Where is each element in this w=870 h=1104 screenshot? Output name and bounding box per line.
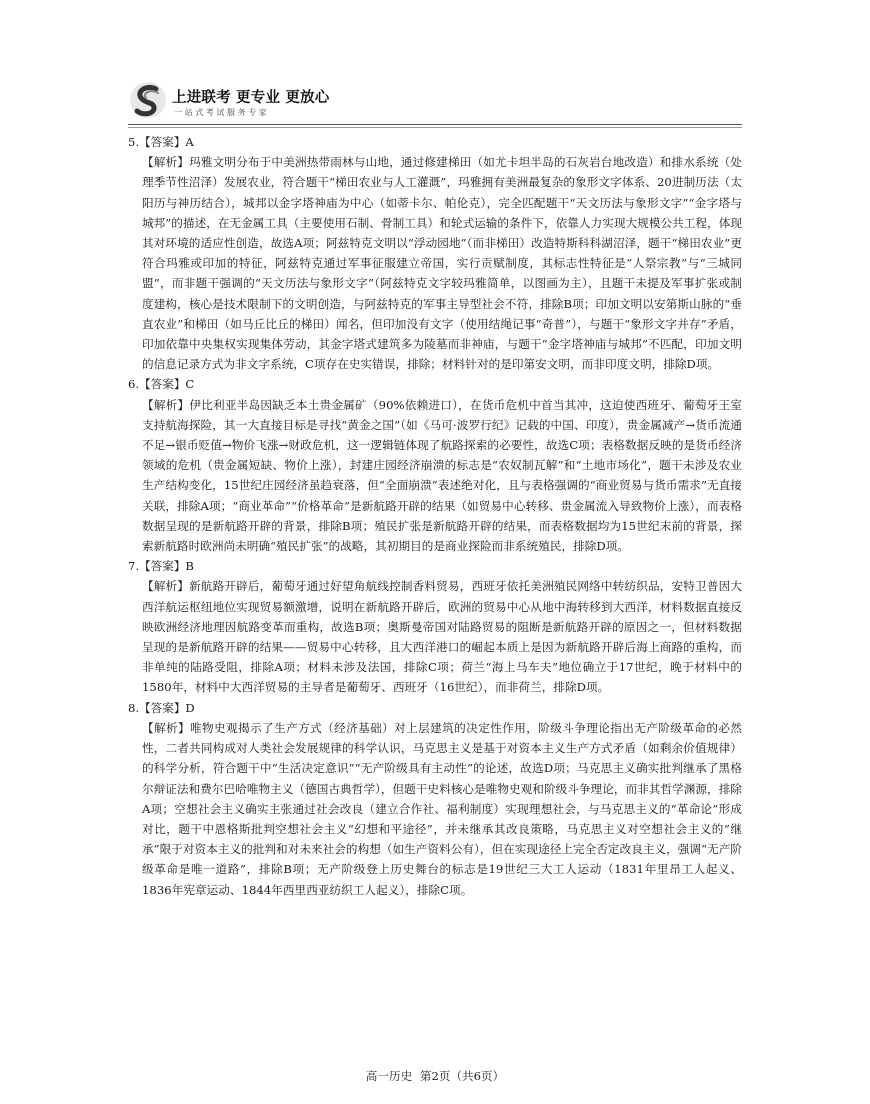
answer-label: 7.【答案】B [128, 559, 194, 574]
analysis-paragraph: 【解析】新航路开辟后，葡萄牙通过好望角航线控制香料贸易，西班牙依托美洲殖民网络中转纺织品，安特卫普因大西洋航运枢纽地位实现贸易额激增，说明在新航路开辟后，欧洲的贸易中心从地中海转移到大西洋，材料数据直接反映欧洲经济地理因航路变革而重构，故选B项；奥斯曼帝国对陆路贸易的阻断是新航路开辟的原因之一，但材料数据呈现的是新航路开辟的结果——贸易中心转移，且大西洋港口的崛起本质上是因为新航路开辟后海上商路的重构，而非单纯的陆路受阻，排除A项；材料未涉及法国，排除C项；荷兰“海上马车夫”地位确立于17世纪，晚于材料中的1580年，材料中大西洋贸易的主导者是葡萄牙、西班牙（16世纪），而非荷兰，排除D项。 [142, 579, 742, 695]
question-6 [128, 374, 742, 556]
question-8 [128, 698, 742, 900]
footer-subject: 高一历史 [365, 1069, 413, 1083]
analysis-paragraph: 【解析】伊比利亚半岛因缺乏本土贵金属矿（90%依赖进口），在货币危机中首当其冲，这迫使西班牙、葡萄牙王室支持航海探险，其一大直接目标是寻找“黄金之国”（如《马可·波罗行纪》记载的中国、印度），贵金属减产→货币流通不足→银币贬值→物价飞涨→财政危机，这一逻辑链体现了航路探索的必要性，故选C项；表格数据反映的是货币经济领域的危机（贵金属短缺、物价上涨），封建庄园经济崩溃的标志是“农奴制瓦解”和“土地市场化”，题干未涉及农业生产结构变化，15世纪庄园经济虽趋衰落，但“全面崩溃”表述绝对化，且与表格强调的“商业贸易与货币需求”无直接关联，排除A项；“商业革命”“价格革命”是新航路开辟的结果（如贸易中心转移、贵金属流入导致物价上涨），而表格数据呈现的是新航路开辟的背景，排除B项；殖民扩张是新航路开辟的结果，而表格数据均为15世纪末前的背景，探索新航路时欧洲尚未明确“殖民扩张”的战略，其初期目的是商业探险而非系统殖民，排除D项。 [142, 397, 742, 554]
answer-label: 6.【答案】C [128, 377, 195, 392]
answer-analysis-body [128, 132, 742, 900]
page-footer [0, 1068, 870, 1084]
answer-label: 8.【答案】D [128, 700, 195, 715]
header-divider [128, 124, 742, 125]
header-subslogan: 一站式考试服务专家 [174, 108, 270, 117]
analysis-paragraph: 【解析】唯物史观揭示了生产方式（经济基础）对上层建筑的决定性作用，阶级斗争理论指出无产阶级革命的必然性，二者共同构成对人类社会发展规律的科学认识，马克思主义是基于对资本主义生产方式矛盾（如剩余价值规律）的科学分析，符合题干中“生活决定意识”“无产阶级具有主动性”的论述，故选D项；马克思主义确实批判继承了黑格尔辩证法和费尔巴哈唯物主义（德国古典哲学），但题干史料核心是唯物史观和阶级斗争理论，而非其哲学渊源，排除A项；空想社会主义确实主张通过社会改良（建立合作社、福利制度）实现理想社会，与马克思主义的“革命论”形成对比，题干中恩格斯批判空想社会主义“幻想和平途径”，并未继承其改良策略，马克思主义对空想社会主义的“继承”限于对资本主义的批判和对未来社会的构想（如生产资料公有），但在实现途径上完全否定改良主义，强调“无产阶级革命是唯一道路”，排除B项；无产阶级登上历史舞台的标志是19世纪三大工人运动（1831年里昂工人起义、1836年宪章运动、1844年西里西亚纺织工人起义），排除C项。 [142, 720, 742, 897]
header-slogan: 上进联考 更专业 更放心 [172, 90, 330, 106]
header-divider-thin [128, 127, 742, 128]
logo-icon [128, 80, 168, 120]
footer-page-number: 第2页（共6页） [419, 1069, 505, 1083]
answer-label: 5.【答案】A [128, 135, 194, 149]
analysis-paragraph: 【解析】玛雅文明分布于中美洲热带雨林与山地，通过修建梯田（如尤卡坦半岛的石灰岩台地改造）和排水系统（处理季节性沼泽）发展农业，符合题干“梯田农业与人工灌溉”，玛雅拥有美洲最复杂的象形文字体系、20进制历法（太阳历与神历结合），城邦以金字塔神庙为中心（如蒂卡尔、帕伦克），完全匹配题干“天文历法与象形文字”“金字塔与城邦”的描述，在无金属工具（主要使用石制、骨制工具）和轮式运输的条件下，依靠人力实现大规模公共工程，体现其对环境的适应性创造，故选A项；阿兹特克文明以“浮动园地”（而非梯田）改造特斯科科湖沼泽，题干“梯田农业”更符合玛雅或印加的特征，阿兹特克通过军事征服建立帝国，实行贡赋制度，其标志性特征是“人祭宗教”与“三城同盟”，而非题干强调的“天文历法与象形文字”（阿兹特克文字较玛雅简单，以图画为主），且题干未提及军事扩张或制度建构，核心是技术限制下的文明创造，与阿兹特克的军事主导型社会不符，排除B项；印加文明以安第斯山脉的“垂直农业”和梯田（如马丘比丘的梯田）闻名，但印加没有文字（使用结绳记事“奇普”），与题干“象形文字并存”矛盾，印加依靠中央集权实现集体劳动，其金字塔式建筑多为陵墓而非神庙，与题干“金字塔神庙与城邦”不匹配，印加文明的信息记录方式为非文字系统，C项存在史实错误，排除；材料针对的是印第安文明，而非印度文明，排除D项。 [142, 155, 742, 372]
question-7 [128, 556, 742, 697]
page-header [128, 80, 368, 122]
question-5 [128, 132, 742, 374]
